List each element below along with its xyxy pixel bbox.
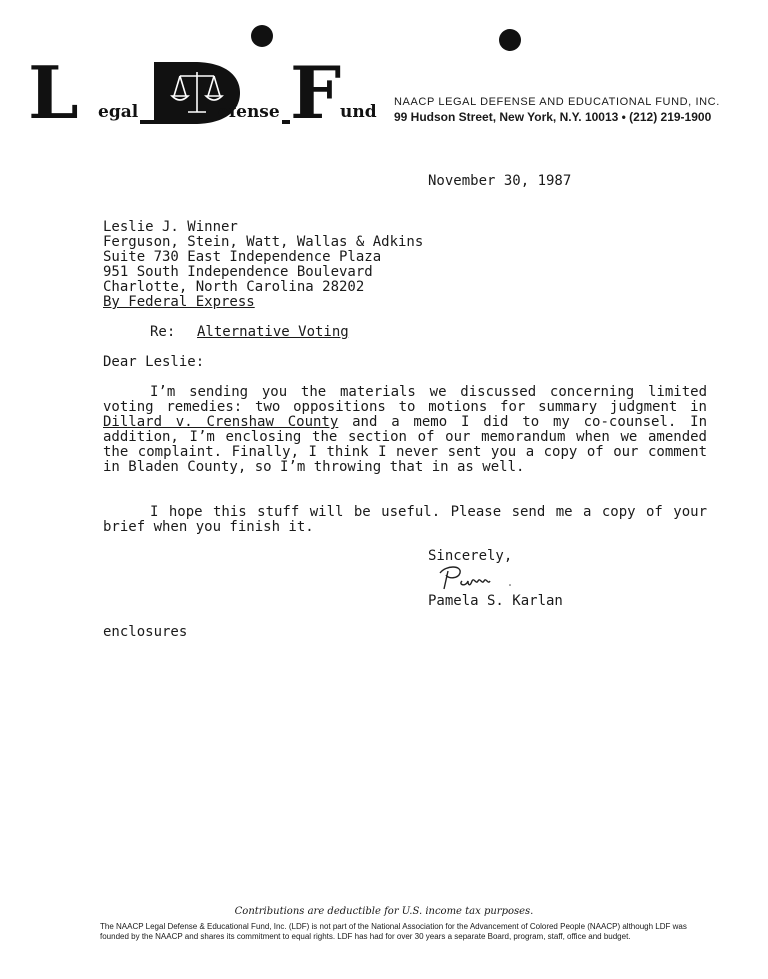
ldf-logo: [28, 50, 378, 135]
case-name: Dillard v. Crenshaw County: [103, 414, 339, 430]
recipient-line-5: Charlotte, North Carolina 28202: [103, 279, 365, 295]
enclosures-note: enclosures: [103, 624, 188, 640]
punch-hole-right: [499, 29, 521, 51]
re-subject: Alternative Voting: [197, 324, 349, 340]
signer-name: Pamela S. Karlan: [428, 593, 563, 609]
closing: Sincerely,: [428, 548, 513, 564]
org-address: 99 Hudson Street, New York, N.Y. 10013 • (212) 219-1900: [394, 110, 712, 124]
recipient-line-4: 951 South Independence Boulevard: [103, 264, 373, 280]
para1-text-b: and a memo I did to my co-counsel. In addition, I’m enclosing the section of our memorandum when we amended the complaint. Finally, I think I never sent you a copy of our comment in Bladen County, so I’m throwing that in as well.: [103, 414, 707, 475]
recipient-line-1: Leslie J. Winner: [103, 219, 238, 235]
org-name: NAACP LEGAL DEFENSE AND EDUCATIONAL FUND, INC.: [394, 96, 720, 108]
re-label: Re:: [150, 324, 176, 340]
handwritten-signature: [436, 563, 516, 595]
logo-bar-2: [282, 120, 290, 124]
logo-bar: [140, 120, 154, 124]
logo-word-und: und: [340, 102, 377, 122]
para1-text-a: I’m sending you the materials we discussed concerning limited voting remedies: two oppositions to motions for summary judgment in: [103, 384, 707, 415]
delivery-method: By Federal Express: [103, 294, 255, 310]
logo-word-egal: egal: [98, 102, 139, 122]
letter-date: November 30, 1987: [428, 173, 572, 189]
body-paragraph-2: I hope this stuff will be useful. Please send me a copy of your brief when you finish it.: [103, 504, 707, 535]
punch-hole-left: [251, 25, 273, 47]
body-paragraph-1: [103, 385, 707, 475]
footer-disclaimer: The NAACP Legal Defense & Educational Fund, Inc. (LDF) is not part of the National Association for the Advancement of Colored People (NAACP) although LDF was founded by the NAACP and shares its commitment to equal rights. LDF has had for over 30 years a separate Board, program, staff, office and budget.: [100, 922, 687, 941]
logo-letter-f: F: [290, 50, 342, 135]
logo-word-efense: efense: [218, 102, 280, 122]
recipient-line-3: Suite 730 East Independence Plaza: [103, 249, 382, 265]
logo-letter-l: L: [28, 50, 79, 135]
salutation: Dear Leslie:: [103, 354, 205, 370]
recipient-line-2: Ferguson, Stein, Watt, Wallas & Adkins: [103, 234, 424, 250]
tax-deductible-note: Contributions are deductible for U.S. income tax purposes.: [234, 906, 534, 917]
